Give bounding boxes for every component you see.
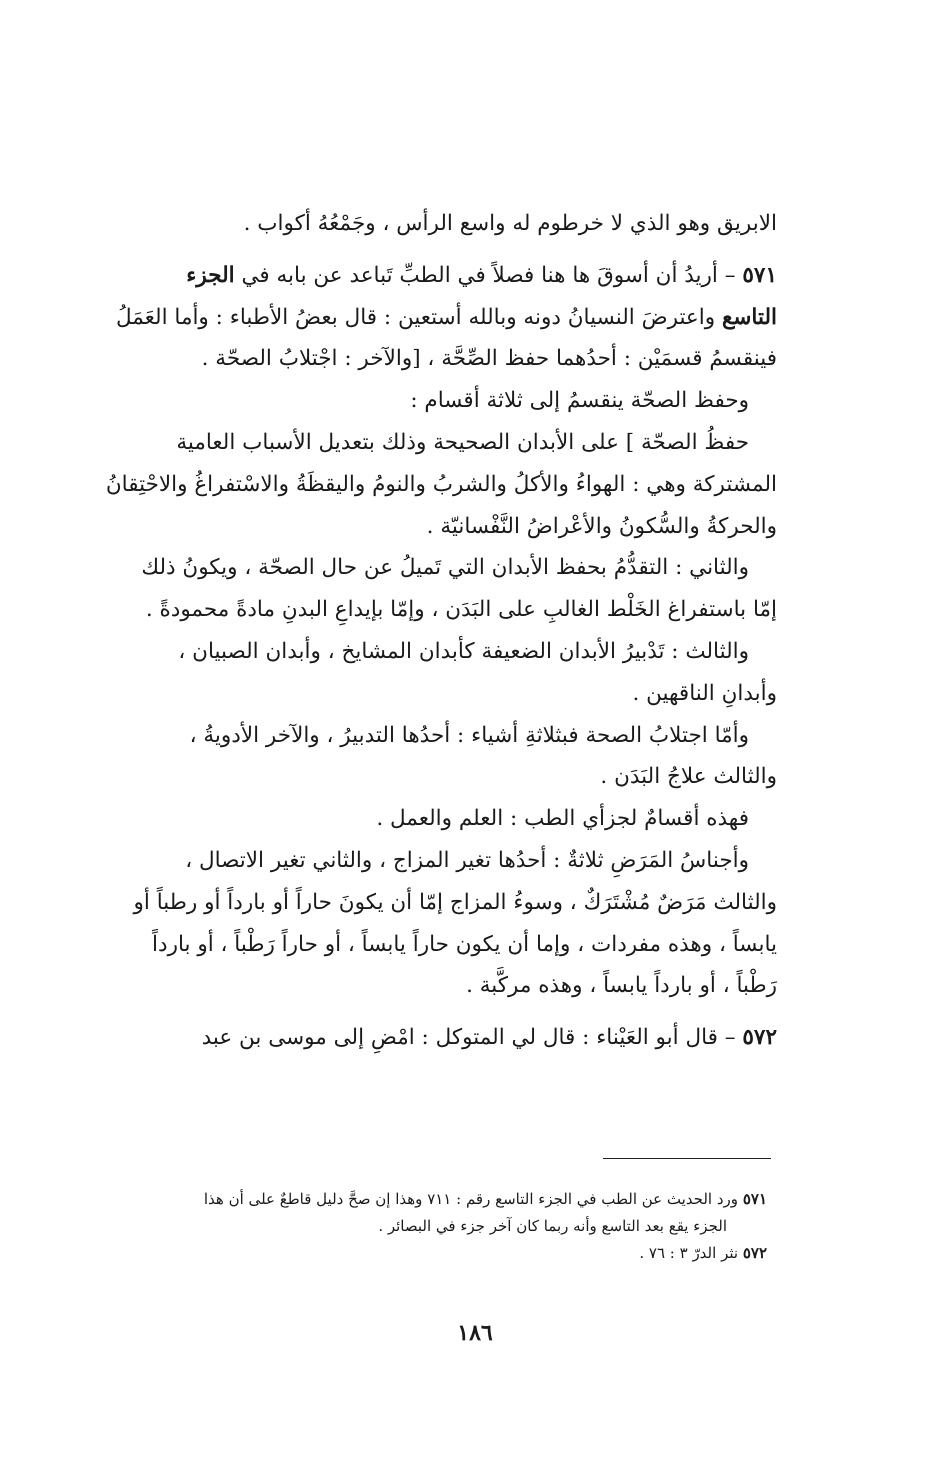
text-line — [105, 798, 777, 840]
text-line-content: وأبدانِ الناقهين . — [632, 680, 777, 706]
main-text — [105, 203, 777, 1059]
text-line-content: يابساً ، وهذه مفردات ، وإما أن يكون حاراً يابساً ، أو حاراً رَطْباً ، أو بارداً — [152, 931, 777, 957]
text-line — [105, 965, 777, 1007]
text-line — [105, 589, 777, 631]
text-line — [105, 924, 777, 966]
text-line — [105, 380, 777, 422]
bold-term: الجزء — [186, 262, 235, 288]
footnote-text: نثر الدرّ ٣ : ٧٦ . — [639, 1244, 739, 1262]
footnote-572 — [105, 1240, 767, 1267]
footnote-571-continuation — [105, 1213, 767, 1240]
text-line-content: الابريق وهو الذي لا خرطوم له واسع الرأس ، وجَمْعُهُ أكواب . — [243, 211, 777, 236]
text-line-content: إمّا باستفراغ الخَلْط الغالبِ على البَدَن ، وإمّا بإيداعِ البدنِ مادةً محمودةً . — [145, 597, 777, 623]
footnote-number: ٥٧١ — [742, 1190, 767, 1208]
text-line — [105, 203, 777, 245]
footnote-text: الجزء يقع بعد التاسع وأنه ربما كان آخر جزء في البصائر . — [378, 1217, 727, 1235]
entry-571-first-line — [105, 255, 777, 297]
text-line — [105, 506, 777, 548]
text-line-content: والثالث : تَدْبيرُ الأبدان الضعيفة كأبدان المشايخ ، وأبدان الصبيان ، — [178, 638, 749, 664]
text-line — [105, 756, 777, 798]
footnote-text: ورد الحديث عن الطب في الجزء التاسع رقم : ٧١١ وهذا إن صحَّ دليل قاطعٌ على أن هذا — [203, 1190, 739, 1208]
text-line-content: وأجناسُ المَرَضِ ثلاثةٌ : أحدُها تغير المزاج ، والثاني تغير الاتصال ، — [185, 847, 749, 873]
text-line — [105, 882, 777, 924]
text-line — [105, 297, 777, 339]
text-line-content: وحفظ الصحّة ينقسمُ إلى ثلاثة أقسام : — [410, 388, 749, 414]
entry-572-first-line — [105, 1017, 777, 1059]
text-line — [105, 422, 777, 464]
text-line-content: والحركةُ والسُّكونُ والأعْراضُ النَّفْسانيّة . — [426, 513, 777, 539]
text-line — [105, 547, 777, 589]
text-line — [105, 631, 777, 673]
text-line — [105, 715, 777, 757]
entry-number: ٥٧١ — [742, 262, 777, 288]
text-line-content: وأمّا اجتلابُ الصحة فبثلاثةِ أشياء : أحدُها التدبيرُ ، والآخر الأدويةُ ، — [189, 722, 749, 748]
text-line-content: واعترضَ النسيانُ دونه وبالله أستعين : قال بعضُ الأطباء : وأما العَمَلُ — [115, 304, 716, 330]
footnote-571 — [105, 1186, 767, 1213]
text-line — [105, 464, 777, 506]
footnotes — [105, 1186, 767, 1267]
text-line-content: – قال أبو العَيْناء : قال لي المتوكل : امْضِ إلى موسى بن عبد — [201, 1025, 736, 1051]
text-line — [105, 673, 777, 715]
text-line-content: حفظُ الصحّة ] على الأبدان الصحيحة وذلك بتعديل الأسباب العامية — [176, 429, 749, 455]
text-line-content: فينقسمُ قسمَيْن : أحدُهما حفظ الصِّحَّة ، [والآخر : اجْتلابُ الصحّة . — [201, 346, 777, 372]
footnote-number: ٥٧٢ — [742, 1244, 767, 1262]
text-line — [105, 840, 777, 882]
text-line-content: المشتركة وهي : الهواءُ والأكلُ والشربُ والنومُ واليقظَةُ والاسْتفراغُ والاحْتِقانُ — [105, 471, 777, 497]
text-line-content: – أريدُ أن أسوقَ ها هنا فصلاً في الطبِّ تَباعد عن بابه في — [241, 262, 736, 288]
text-line-content: والثاني : التقدُّمُ بحفظ الأبدان التي تَميلُ عن حال الصحّة ، ويكونُ ذلك — [141, 555, 749, 581]
text-line-content: رَطْباً ، أو بارداً يابساً ، وهذه مركَّبة . — [466, 973, 777, 999]
text-line-content: فهذه أقسامٌ لجزأي الطب : العلم والعمل . — [376, 806, 749, 832]
page-number: ١٨٦ — [457, 1320, 493, 1346]
bold-term: التاسع — [721, 304, 777, 330]
entry-number: ٥٧٢ — [742, 1025, 777, 1051]
footnote-divider — [603, 1158, 771, 1159]
text-line-content: والثالث مَرَضٌ مُشْتَرَكٌ ، وسوءُ المزاج إمّا أن يكونَ حاراً أو بارداً أو رطباً أو — [133, 889, 777, 915]
text-line — [105, 338, 777, 380]
text-line-content: والثالث علاجُ البَدَن . — [600, 764, 777, 790]
